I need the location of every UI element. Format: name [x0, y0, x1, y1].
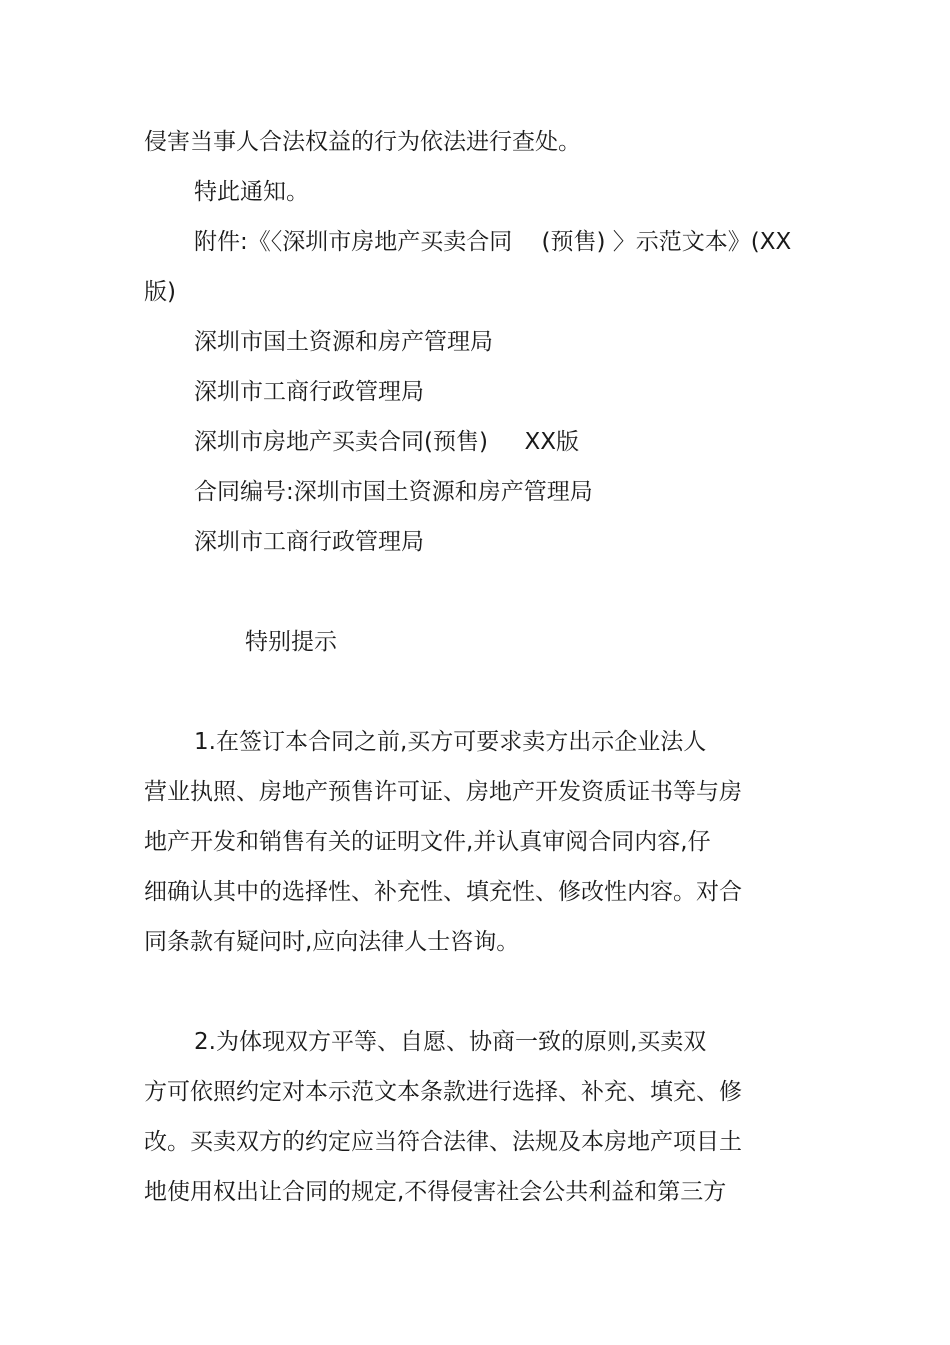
notice-1-line-1: 1.在签订本合同之前,买方可要求卖方出示企业法人 — [194, 729, 707, 755]
contract-issuer-commerce: 深圳市工商行政管理局 — [194, 529, 424, 555]
issuer-land-bureau: 深圳市国土资源和房产管理局 — [194, 329, 493, 355]
issuer-commerce-bureau: 深圳市工商行政管理局 — [194, 379, 424, 405]
section-heading-special-notice: 特别提示 — [245, 629, 337, 655]
contract-title: 深圳市房地产买卖合同(预售) XX版 — [194, 429, 580, 455]
notice-2-line-4: 地使用权出让合同的规定,不得侵害社会公共利益和第三方 — [144, 1179, 727, 1205]
notice-2-line-1: 2.为体现双方平等、自愿、协商一致的原则,买卖双 — [194, 1029, 707, 1055]
notice-2-line-3: 改。买卖双方的约定应当符合法律、法规及本房地产项目土 — [144, 1129, 742, 1155]
attachment-line: 附件:《〈深圳市房地产买卖合同 (预售) 〉示范文本》(XX — [194, 229, 792, 255]
notice-1-line-5: 同条款有疑问时,应向法律人士咨询。 — [144, 929, 520, 955]
contract-number: 合同编号:深圳市国土资源和房产管理局 — [194, 479, 593, 505]
notice-2-line-2: 方可依照约定对本示范文本条款进行选择、补充、填充、修 — [144, 1079, 742, 1105]
attachment-line-cont: 版) — [144, 279, 176, 305]
text-line-1: 侵害当事人合法权益的行为依法进行查处。 — [144, 129, 581, 155]
notice-1-line-2: 营业执照、房地产预售许可证、房地产开发资质证书等与房 — [144, 779, 742, 805]
notice-1-line-4: 细确认其中的选择性、补充性、填充性、修改性内容。对合 — [144, 879, 742, 905]
notice-1-line-3: 地产开发和销售有关的证明文件,并认真审阅合同内容,仔 — [144, 829, 711, 855]
notice-closing: 特此通知。 — [194, 179, 309, 205]
